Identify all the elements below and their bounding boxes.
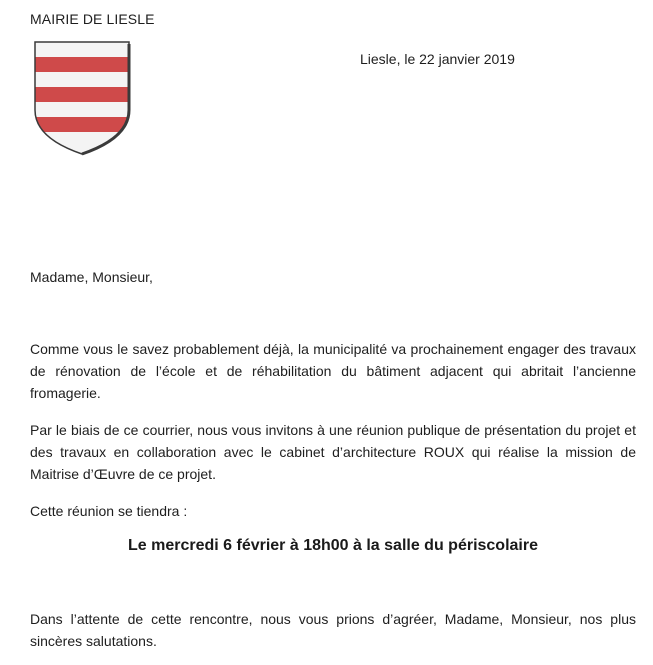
coat-of-arms-icon xyxy=(33,40,131,156)
crest-stripe xyxy=(33,57,131,72)
crest-stripe xyxy=(33,117,131,132)
salutation: Madame, Monsieur, xyxy=(30,269,153,285)
crest-stripe xyxy=(33,87,131,102)
place-and-date: Liesle, le 22 janvier 2019 xyxy=(360,51,515,67)
meeting-details: Le mercredi 6 février à 18h00 à la salle du périscolaire xyxy=(127,537,538,554)
paragraph-closing: Dans l’attente de cette rencontre, nous vous prions d’agréer, Madame, Monsieur, nos plus sincères salutations. xyxy=(30,611,636,649)
paragraph-announcement: Cette réunion se tiendra : xyxy=(30,503,188,519)
paragraph-intro: Comme vous le savez probablement déjà, la municipalité va prochainement engager des travaux de rénovation de l’école et de réhabilitation du bâtiment adjacent qui abritait l’ancienne fromagerie. xyxy=(30,341,636,401)
paragraph-invitation: Par le biais de ce courrier, nous vous invitons à une réunion publique de présentation du projet et des travaux en collaboration avec le cabinet d’architecture ROUX qui réalise la mission de Maitrise d’Œuvre de ce projet. xyxy=(30,422,636,482)
sender-name: MAIRIE DE LIESLE xyxy=(30,11,155,27)
